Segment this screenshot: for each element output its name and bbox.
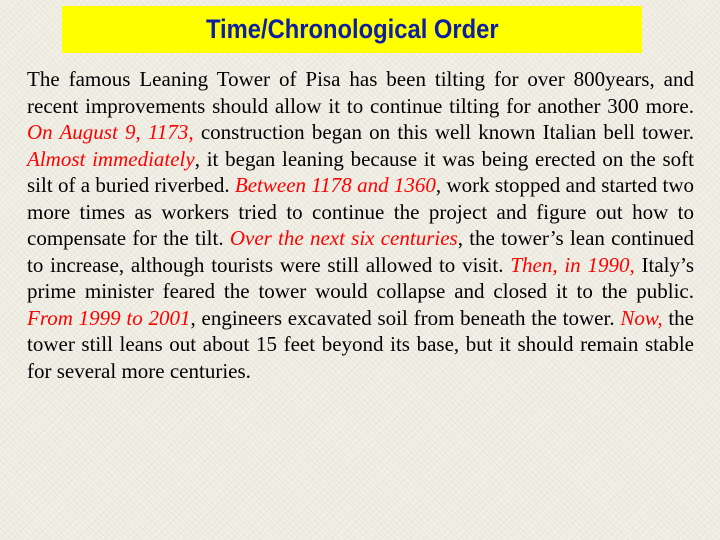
slide-body-paragraph <box>27 66 694 384</box>
paragraph-segment: Italy’s prime minister feared the tower would collapse and closed it to the public. <box>27 252 694 303</box>
paragraph-segment: , work stopped and started two more times as workers tried to continue the project and figure out how to compensate for the tilt. <box>27 173 694 250</box>
time-phrase: From 1999 to 2001 <box>27 305 191 330</box>
paragraph-segment: , it began leaning because it was being erected on the soft silt of a buried riverbed. <box>27 146 695 197</box>
time-phrase: Now, <box>620 305 663 330</box>
paragraph-segment: The famous Leaning Tower of Pisa has been tilting for over 800years, and recent improvements should allow it to continue tilting for another 300 more. <box>27 67 694 118</box>
time-phrase: Between 1178 and 1360 <box>234 173 436 197</box>
slide-title: Time/Chronological Order <box>205 14 499 44</box>
paragraph-segment: , engineers excavated soil from beneath the tower. <box>190 305 621 330</box>
time-phrase: Over the next six centuries <box>229 226 458 250</box>
time-phrase: Almost immediately <box>27 146 195 171</box>
paragraph-segment: the tower still leans out about 15 feet beyond its base, but it should remain stable for several more centuries. <box>27 305 695 383</box>
slide-title-bar <box>62 6 642 53</box>
paragraph-segment: , the tower’s lean continued to increase, although tourists were still allowed to visit. <box>27 226 694 277</box>
paragraph-segment: construction began on this well known Italian bell tower. <box>193 120 694 144</box>
time-phrase: On August 9, 1173, <box>27 120 194 144</box>
time-phrase: Then, in 1990, <box>510 252 635 277</box>
